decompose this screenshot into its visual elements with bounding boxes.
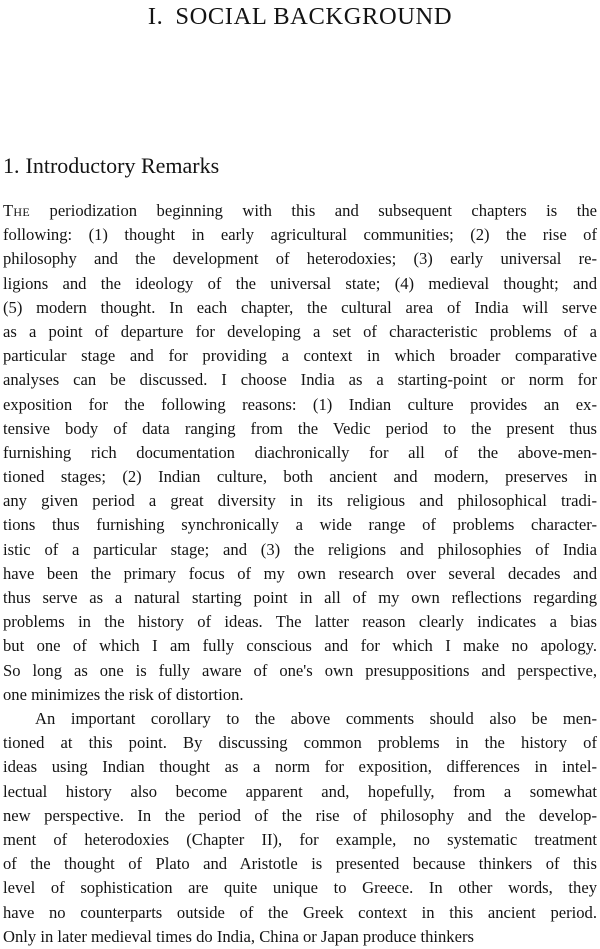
chapter-title (0, 2, 600, 32)
text-line: of the thought of Plato and Aristotle is presented because thinkers of this (3, 854, 597, 874)
text-line: furnishing rich documentation diachronically for all of the above-men- (3, 442, 597, 462)
text-line: ideas using Indian thought as a norm for exposition, differences in intel- (3, 757, 597, 777)
text-line: exposition for the following reasons: (1) Indian culture provides an ex- (3, 394, 597, 414)
chapter-number: I. (147, 3, 164, 30)
text-line: ligions and the ideology of the universal state; (4) medieval thought; and (3, 273, 597, 293)
text-line: one minimizes the risk of distortion. (3, 684, 244, 704)
text-line: any given period a great diversity in its religious and philosophical tradi- (3, 491, 597, 511)
text-line: (5) modern thought. In each chapter, the cultural area of India will serve (3, 297, 597, 317)
text-line: Only in later medieval times do India, China or Japan produce thinkers (3, 926, 474, 946)
text-line: new perspective. In the period of the rise of philosophy and the develop- (3, 805, 597, 825)
text-line: as a point of departure for developing a set of characteristic problems of a (3, 321, 597, 341)
section-title-text: Introductory Remarks (25, 153, 220, 178)
text-line: thus serve as a natural starting point in all of my own reflections regarding (3, 588, 597, 607)
text-line: lectual history also become apparent and, hopefully, from a somewhat (3, 781, 597, 801)
text-line: ment of heterodoxies (Chapter II), for example, no systematic treatment (3, 829, 597, 849)
paragraph-2 (3, 707, 597, 949)
text-line: have been the primary focus of my own research over several decades and (3, 563, 597, 583)
chapter-title-text: SOCIAL BACKGROUND (175, 3, 453, 30)
text-line: An important corollary to the above comments should also be men- (35, 709, 597, 728)
text-line: tioned stages; (2) Indian culture, both ancient and modern, preserves in (3, 467, 597, 487)
text-line: level of sophistication are quite unique to Greece. In other words, they (3, 878, 597, 898)
text-line: particular stage and for providing a context in which broader comparative (3, 346, 597, 366)
text-line: following: (1) thought in early agricultural communities; (2) the rise of (3, 225, 597, 245)
section-heading (3, 152, 219, 180)
text-line: philosophy and the development of heterodoxies; (3) early universal re- (3, 249, 597, 269)
text-line: have no counterparts outside of the Greek context in this ancient period. (3, 902, 597, 922)
text-line: istic of a particular stage; and (3) the religions and philosophies of India (3, 539, 597, 559)
text-line: but one of which I am fully conscious and for which I make no apology. (3, 636, 597, 656)
paragraph-1 (3, 199, 597, 707)
text-line: tions thus furnishing synchronically a wide range of problems character- (3, 515, 597, 535)
section-number: 1. (3, 153, 20, 178)
text-line: So long as one is fully aware of one's own presuppositions and perspective, (3, 660, 597, 680)
line-text: periodization beginning with this and subsequent chapters is the (30, 201, 597, 220)
text-line (3, 199, 597, 223)
text-line: tensive body of data ranging from the Vedic period to the present thus (3, 418, 597, 438)
text-line: analyses can be discussed. I choose India as a starting-point or norm for (3, 370, 597, 390)
lead-word: The (3, 201, 31, 220)
text-line: problems in the history of ideas. The latter reason clearly indicates a bias (3, 612, 597, 632)
text-line: tioned at this point. By discussing common problems in the history of (3, 733, 597, 753)
